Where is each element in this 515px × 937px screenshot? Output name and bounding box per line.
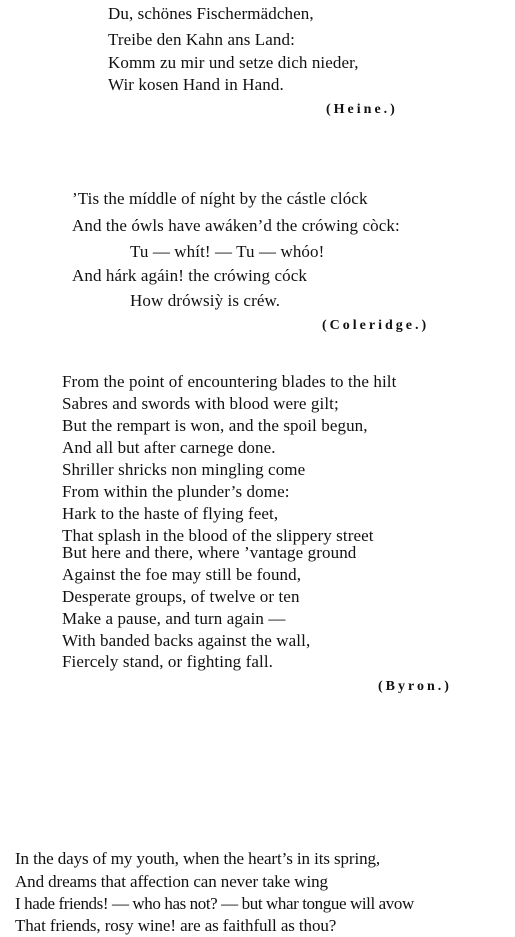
verse-line: Hark to the haste of flying feet, (62, 504, 279, 523)
attribution: (Heine.) (326, 102, 398, 117)
verse-line: Wir kosen Hand in Hand. (108, 75, 284, 94)
verse-line: ’Tis the míddle of níght by the cástle clóck (72, 189, 368, 208)
verse-line: I hade friends! — who has not? — but whar tongue will avow (15, 894, 414, 913)
attribution: (Byron.) (378, 679, 452, 694)
verse-line: That friends, rosy wine! are as faithfull as thou? (15, 916, 337, 935)
verse-line: Against the foe may still be found, (62, 565, 302, 584)
verse-line: And hárk agáin! the crówing cóck (72, 266, 307, 285)
verse-line: Desperate groups, of twelve or ten (62, 587, 300, 606)
verse-line: Make a pause, and turn again — (62, 609, 286, 628)
verse-line: But here and there, where ’vantage ground (62, 543, 357, 562)
verse-line: Komm zu mir und setze dich nieder, (108, 53, 359, 72)
verse-line: Fiercely stand, or fighting fall. (62, 652, 274, 671)
verse-line: But the rempart is won, and the spoil begun, (62, 416, 368, 435)
verse-line: With banded backs against the wall, (62, 631, 311, 650)
verse-line: That splash in the blood of the slippery street (62, 526, 374, 545)
attribution: (Coleridge.) (322, 318, 430, 333)
verse-line: From within the plunder’s dome: (62, 482, 290, 501)
verse-line: And all but after carnege done. (62, 438, 276, 457)
verse-line: Sabres and swords with blood were gilt; (62, 394, 339, 413)
verse-line: Tu — whít! — Tu — whóo! (130, 242, 325, 261)
verse-line: And the ówls have awáken’d the crówing còck: (72, 216, 400, 235)
verse-line: Shriller shricks non mingling come (62, 460, 306, 479)
verse-line: And dreams that affection can never take wing (15, 872, 328, 891)
verse-line: In the days of my youth, when the heart’s in its spring, (15, 849, 381, 868)
verse-line: How drówsiỳ is créw. (130, 291, 281, 310)
verse-line: From the point of encountering blades to the hilt (62, 372, 397, 391)
verse-line: Treibe den Kahn ans Land: (108, 30, 295, 49)
verse-line: Du, schönes Fischermädchen, (108, 4, 314, 23)
